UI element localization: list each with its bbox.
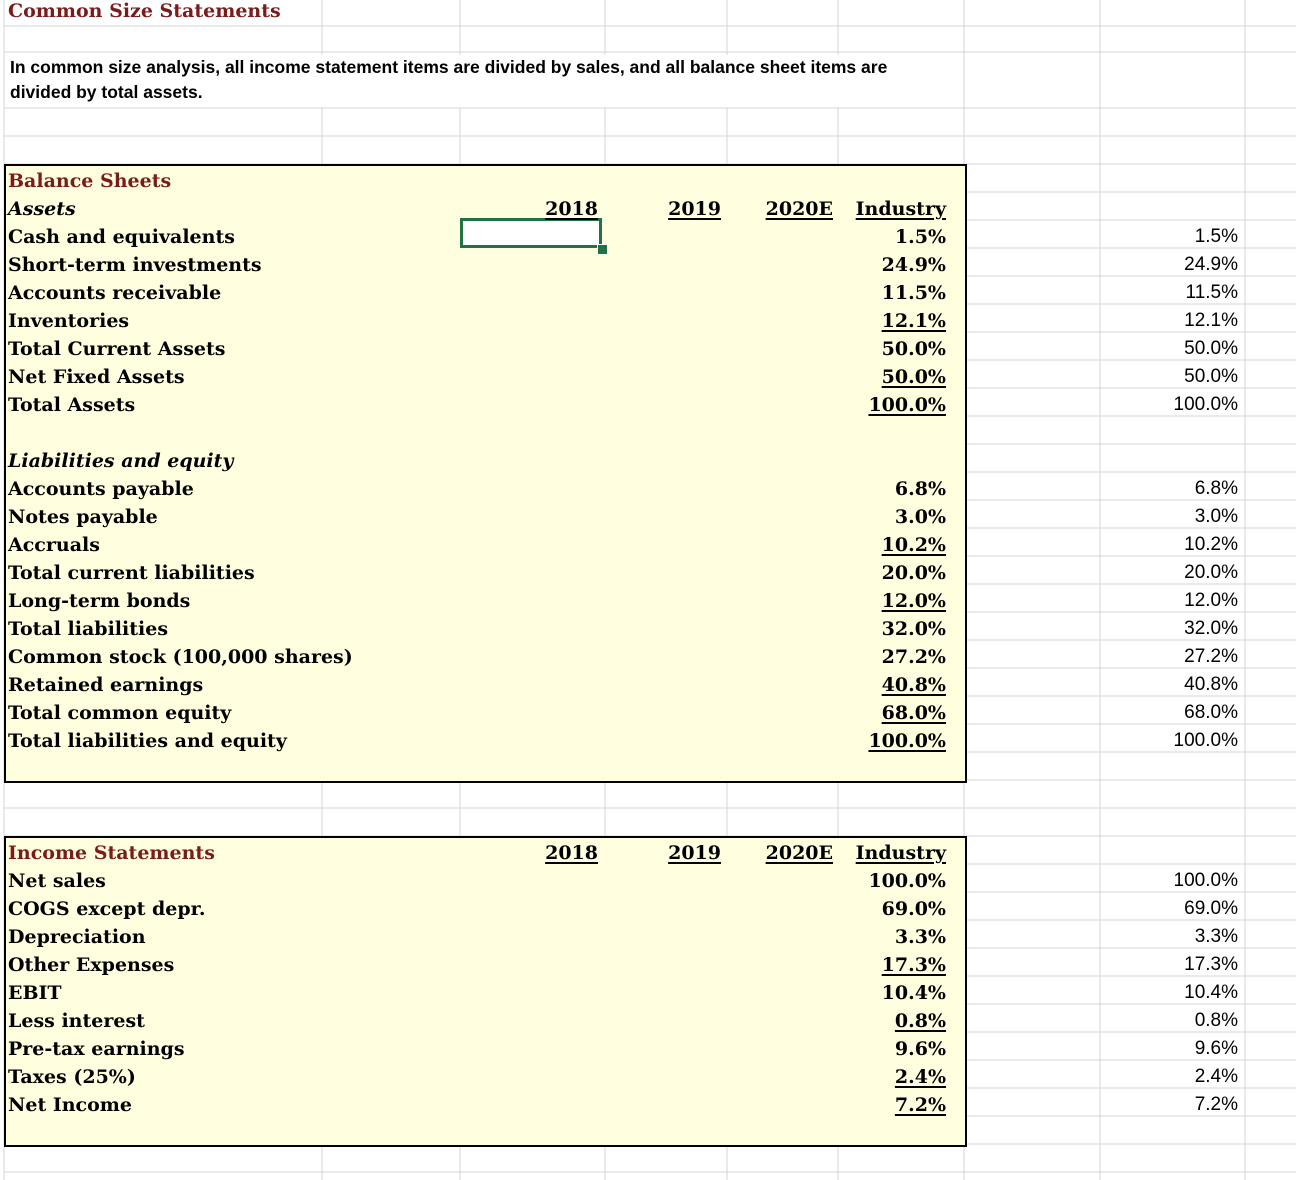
row-label: Total Current Assets <box>8 338 226 360</box>
col-industry: Industry <box>855 198 946 220</box>
external-value: 3.0% <box>1194 506 1238 527</box>
industry-value: 50.0% <box>881 366 946 388</box>
row-label: Accounts payable <box>8 478 194 500</box>
industry-value: 1.5% <box>894 226 946 248</box>
industry-value: 69.0% <box>881 898 946 920</box>
external-value: 1.5% <box>1194 226 1238 247</box>
industry-value: 3.0% <box>894 506 946 528</box>
row-label: Pre-tax earnings <box>8 1038 185 1060</box>
industry-value: 20.0% <box>881 562 946 584</box>
row-label: Long-term bonds <box>8 590 191 612</box>
external-value: 100.0% <box>1173 870 1238 891</box>
sheet-title: Common Size Statements <box>8 0 281 22</box>
row-label: Retained earnings <box>8 674 204 696</box>
row-label: Total liabilities and equity <box>8 730 287 752</box>
row-label: Accruals <box>8 534 100 556</box>
inc-col-industry: Industry <box>855 842 946 864</box>
row-label: Total liabilities <box>8 618 169 640</box>
industry-value: 17.3% <box>881 954 946 976</box>
external-value: 2.4% <box>1194 1066 1238 1087</box>
external-value: 12.1% <box>1184 310 1238 331</box>
external-value: 17.3% <box>1184 954 1238 975</box>
external-value: 0.8% <box>1194 1010 1238 1031</box>
industry-value: 11.5% <box>881 282 946 304</box>
external-value: 50.0% <box>1184 366 1238 387</box>
external-value: 7.2% <box>1194 1094 1238 1115</box>
industry-value: 10.4% <box>881 982 946 1004</box>
row-label: EBIT <box>8 982 62 1004</box>
row-label: Net Income <box>8 1094 132 1116</box>
fill-handle[interactable] <box>597 244 608 255</box>
industry-value: 7.2% <box>894 1094 946 1116</box>
row-label: Less interest <box>8 1010 145 1032</box>
col-2018: 2018 <box>545 198 598 220</box>
industry-value: 68.0% <box>881 702 946 724</box>
external-value: 10.2% <box>1184 534 1238 555</box>
row-label: Common stock (100,000 shares) <box>8 646 353 668</box>
industry-value: 100.0% <box>868 394 946 416</box>
col-2019: 2019 <box>668 198 721 220</box>
liabilities-label: Liabilities and equity <box>8 450 234 472</box>
row-label: Taxes (25%) <box>8 1066 136 1088</box>
external-value: 20.0% <box>1184 562 1238 583</box>
row-label: Depreciation <box>8 926 146 948</box>
row-label: COGS except depr. <box>8 898 206 920</box>
external-value: 100.0% <box>1173 730 1238 751</box>
industry-value: 3.3% <box>894 926 946 948</box>
row-label: Short-term investments <box>8 254 262 276</box>
assets-label: Assets <box>8 198 76 220</box>
industry-value: 100.0% <box>868 730 946 752</box>
external-value: 24.9% <box>1184 254 1238 275</box>
inc-col-2020e: 2020E <box>765 842 833 864</box>
external-value: 100.0% <box>1173 394 1238 415</box>
row-label: Other Expenses <box>8 954 175 976</box>
balance-sheet-title: Balance Sheets <box>8 170 172 192</box>
industry-value: 12.1% <box>881 310 946 332</box>
row-label: Notes payable <box>8 506 158 528</box>
industry-value: 50.0% <box>881 338 946 360</box>
external-value: 10.4% <box>1184 982 1238 1003</box>
industry-value: 6.8% <box>894 478 946 500</box>
row-label: Inventories <box>8 310 130 332</box>
income-statement-title: Income Statements <box>8 842 215 864</box>
industry-value: 32.0% <box>881 618 946 640</box>
external-value: 32.0% <box>1184 618 1238 639</box>
row-label: Net sales <box>8 870 106 892</box>
industry-value: 40.8% <box>881 674 946 696</box>
industry-value: 10.2% <box>881 534 946 556</box>
inc-col-2019: 2019 <box>668 842 721 864</box>
external-value: 6.8% <box>1194 478 1238 499</box>
external-value: 3.3% <box>1194 926 1238 947</box>
row-label: Cash and equivalents <box>8 226 235 248</box>
external-value: 40.8% <box>1184 674 1238 695</box>
industry-value: 24.9% <box>881 254 946 276</box>
external-value: 12.0% <box>1184 590 1238 611</box>
external-value: 27.2% <box>1184 646 1238 667</box>
intro-note: In common size analysis, all income statement items are divided by sales, and all balance sheet items are divided by total assets. <box>10 57 888 102</box>
row-label: Total current liabilities <box>8 562 255 584</box>
industry-value: 2.4% <box>894 1066 946 1088</box>
row-label: Net Fixed Assets <box>8 366 185 388</box>
industry-value: 9.6% <box>894 1038 946 1060</box>
row-label: Total Assets <box>8 394 136 416</box>
industry-value: 0.8% <box>894 1010 946 1032</box>
row-label: Total common equity <box>8 702 232 724</box>
external-value: 68.0% <box>1184 702 1238 723</box>
external-value: 69.0% <box>1184 898 1238 919</box>
industry-value: 27.2% <box>881 646 946 668</box>
income-statement-box <box>4 836 967 1147</box>
industry-value: 100.0% <box>868 870 946 892</box>
industry-value: 12.0% <box>881 590 946 612</box>
col-2020e: 2020E <box>765 198 833 220</box>
inc-col-2018: 2018 <box>545 842 598 864</box>
row-label: Accounts receivable <box>8 282 222 304</box>
external-value: 11.5% <box>1185 282 1238 303</box>
external-value: 9.6% <box>1194 1038 1238 1059</box>
external-value: 50.0% <box>1184 338 1238 359</box>
